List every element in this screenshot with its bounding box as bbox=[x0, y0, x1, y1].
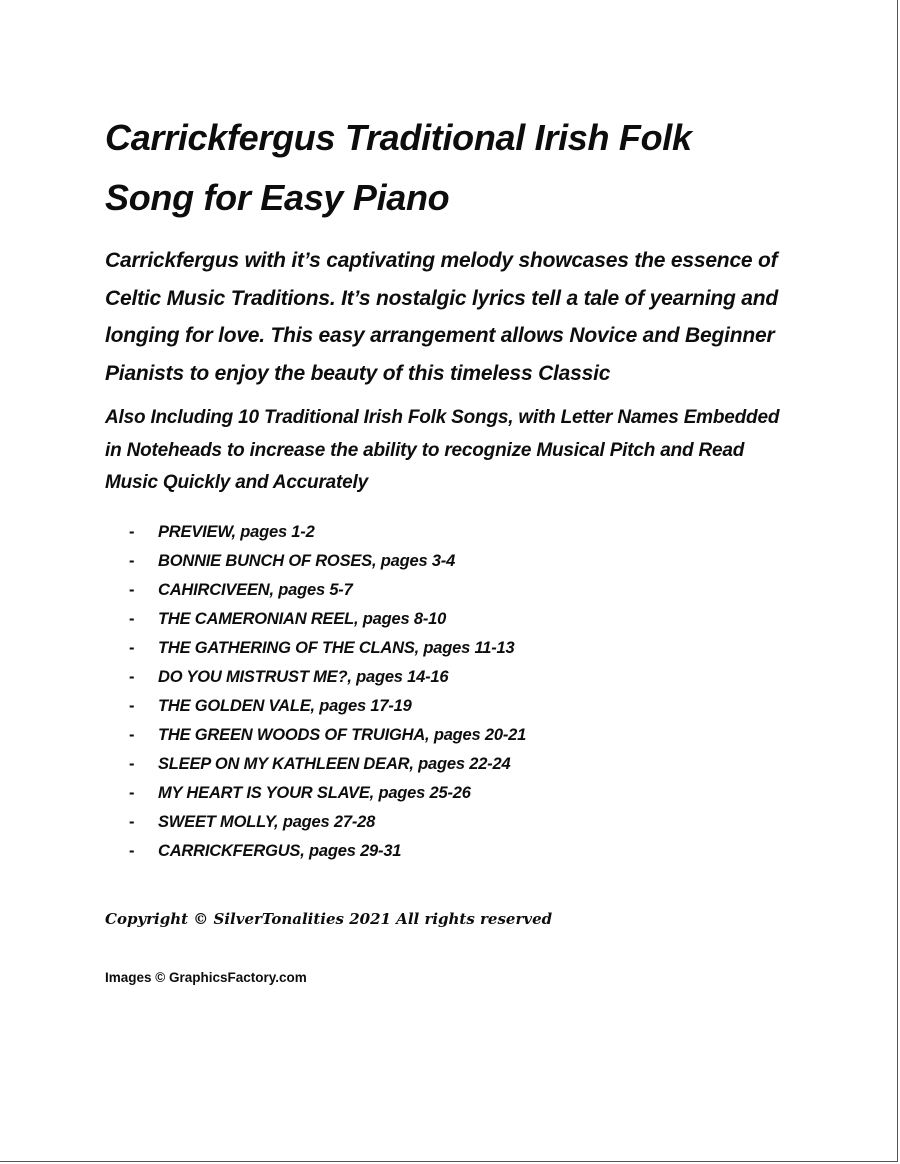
song-list-item bbox=[105, 837, 795, 866]
song-list-item bbox=[105, 518, 795, 547]
song-list-item bbox=[105, 692, 795, 721]
list-dash: - bbox=[129, 725, 135, 744]
document-title bbox=[105, 108, 795, 228]
song-entry: SLEEP ON MY KATHLEEN DEAR, pages 22-24 bbox=[158, 754, 511, 773]
song-entry: THE GATHERING OF THE CLANS, pages 11-13 bbox=[158, 638, 515, 657]
song-list-item bbox=[105, 634, 795, 663]
title-line-2: Song for Easy Piano bbox=[105, 177, 450, 218]
also-including-paragraph: Also Including 10 Traditional Irish Folk Songs, with Letter Names Embedded in Noteheads to increase the ability to recognize Musical Pitch and Read Music Quickly and Accurately bbox=[105, 407, 780, 493]
song-list bbox=[105, 518, 795, 866]
document-content bbox=[105, 108, 795, 988]
song-list-item bbox=[105, 576, 795, 605]
list-dash: - bbox=[129, 551, 135, 570]
song-entry: CARRICKFERGUS, pages 29-31 bbox=[158, 841, 402, 860]
list-dash: - bbox=[129, 522, 135, 541]
song-list-item bbox=[105, 779, 795, 808]
copyright-notice: Copyright © SilverTonalities 2021 All rights reserved bbox=[105, 909, 553, 928]
images-credit: Images © GraphicsFactory.com bbox=[105, 969, 307, 985]
song-list-item bbox=[105, 750, 795, 779]
list-dash: - bbox=[129, 638, 135, 657]
list-dash: - bbox=[129, 812, 135, 831]
song-entry: THE GREEN WOODS OF TRUIGHA, pages 20-21 bbox=[158, 725, 527, 744]
list-dash: - bbox=[129, 783, 135, 802]
song-entry: THE GOLDEN VALE, pages 17-19 bbox=[158, 696, 412, 715]
list-dash: - bbox=[129, 667, 135, 686]
song-entry: MY HEART IS YOUR SLAVE, pages 25-26 bbox=[158, 783, 471, 802]
song-list-item bbox=[105, 721, 795, 750]
intro-paragraph: Carrickfergus with it’s captivating melody showcases the essence of Celtic Music Traditions. It’s nostalgic lyrics tell a tale of yearning and longing for love. This easy arrangement allows Novice and Beginner Pianists to enjoy the beauty of this timeless Classic bbox=[105, 249, 778, 385]
song-list-item bbox=[105, 808, 795, 837]
list-dash: - bbox=[129, 754, 135, 773]
list-dash: - bbox=[129, 841, 135, 860]
song-entry: CAHIRCIVEEN, pages 5-7 bbox=[158, 580, 353, 599]
song-entry: THE CAMERONIAN REEL, pages 8-10 bbox=[158, 609, 447, 628]
list-dash: - bbox=[129, 580, 135, 599]
list-dash: - bbox=[129, 609, 135, 628]
song-list-item bbox=[105, 547, 795, 576]
song-list-item bbox=[105, 663, 795, 692]
song-list-item bbox=[105, 605, 795, 634]
song-entry: BONNIE BUNCH OF ROSES, pages 3-4 bbox=[158, 551, 456, 570]
song-entry: PREVIEW, pages 1-2 bbox=[158, 522, 315, 541]
song-entry: SWEET MOLLY, pages 27-28 bbox=[158, 812, 376, 831]
title-line-1: Carrickfergus Traditional Irish Folk bbox=[105, 117, 692, 158]
song-entry: DO YOU MISTRUST ME?, pages 14-16 bbox=[158, 667, 449, 686]
list-dash: - bbox=[129, 696, 135, 715]
